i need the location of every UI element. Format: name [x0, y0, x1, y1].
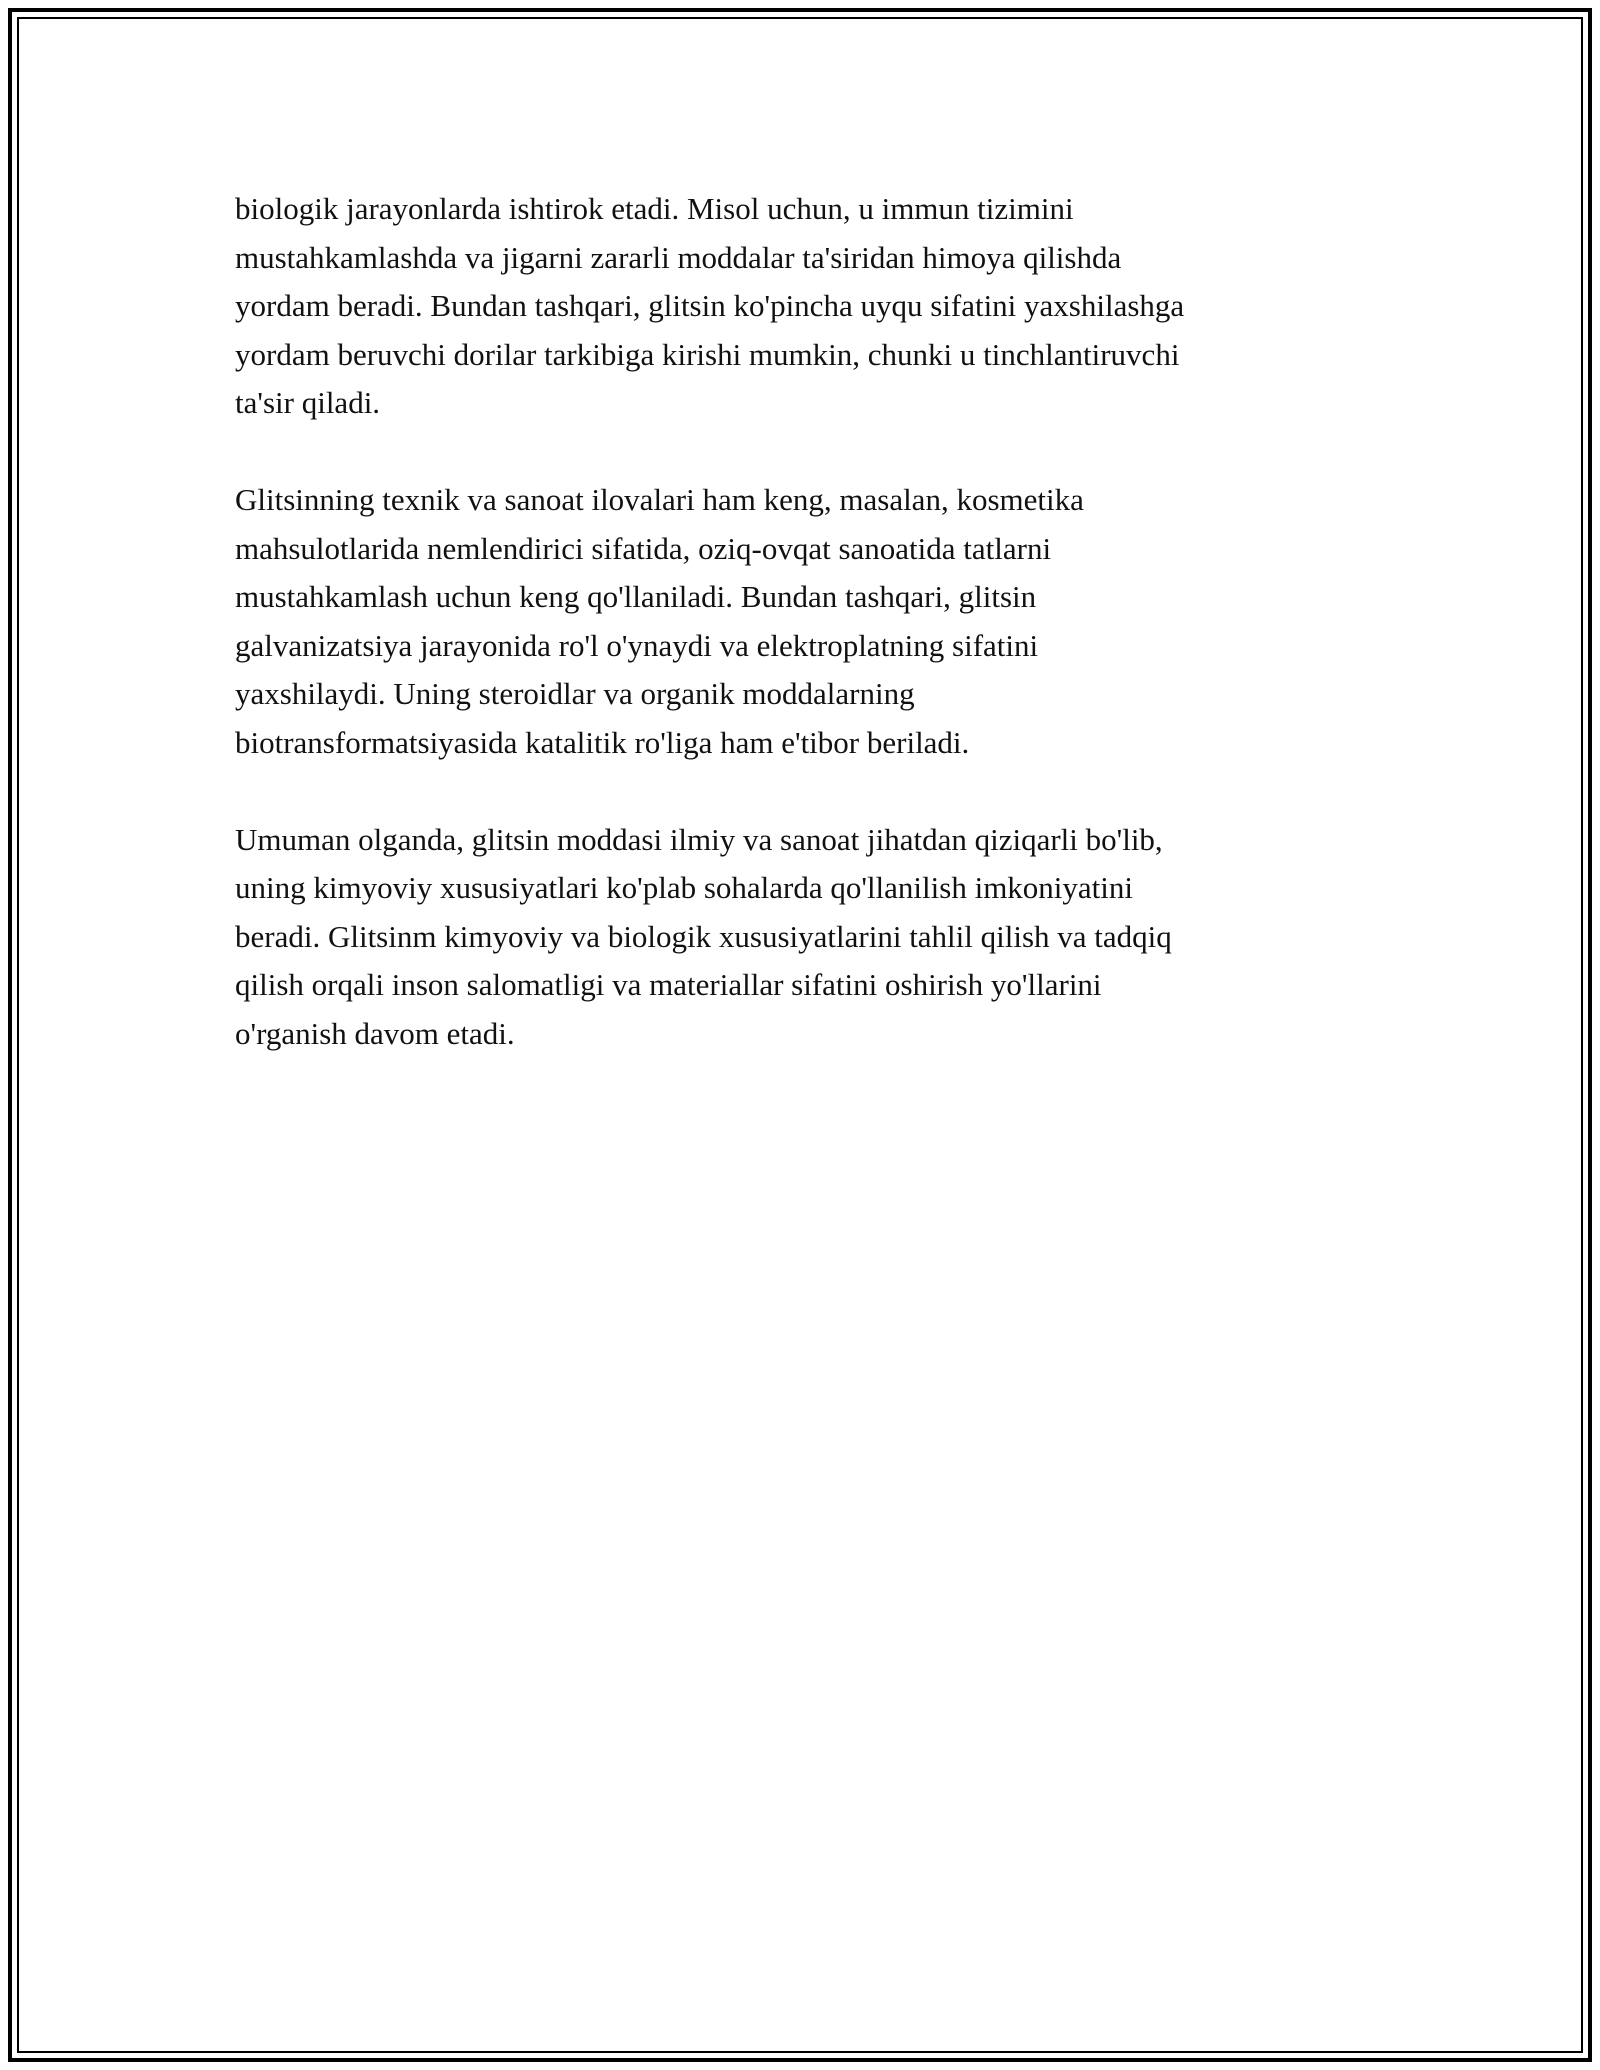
text-line: biotransformatsiyasida katalitik ro'liga ham e'tibor beriladi.: [235, 724, 970, 760]
text-line: biologik jarayonlarda ishtirok etadi. Misol uchun, u immun tizimini: [235, 191, 1074, 226]
text-line: Glitsinning texnik va sanoat ilovalari ham keng, masalan, kosmetika: [235, 482, 1084, 517]
document-body: [235, 185, 1375, 1107]
text-line: Umuman olganda, glitsin moddasi ilmiy va sanoat jihatdan qiziqarli bo'lib,: [235, 821, 1163, 857]
text-line: beradi. Glitsinm kimyoviy va biologik xususiyatlarini tahlil qilish va tadqiq: [235, 918, 1172, 954]
text-line: yordam beradi. Bundan tashqari, glitsin ko'pincha uyqu sifatini yaxshilashga: [235, 288, 1185, 323]
text-line: ta'sir qiladi.: [235, 385, 381, 420]
text-line: uning kimyoviy xususiyatlari ko'plab sohalarda qo'llanilish imkoniyatini: [235, 870, 1134, 905]
paragraph-2: [235, 476, 1375, 767]
paragraph-1: [235, 185, 1375, 428]
text-line: galvanizatsiya jarayonida ro'l o'ynaydi va elektroplatning sifatini: [235, 627, 1039, 663]
text-line: mustahkamlash uchun keng qo'llaniladi. Bundan tashqari, glitsin: [235, 579, 1037, 614]
text-line: mahsulotlarida nemlendirici sifatida, oziq-ovqat sanoatida tatlarni: [235, 530, 1052, 566]
text-line: yordam beruvchi dorilar tarkibiga kirishi mumkin, chunki u tinchlantiruvchi: [235, 336, 1180, 372]
text-line: mustahkamlashda va jigarni zararli moddalar ta'siridan himoya qilishda: [235, 239, 1122, 275]
text-line: qilish orqali inson salomatligi va materiallar sifatini oshirish yo'llarini: [235, 967, 1102, 1002]
paragraph-3: [235, 816, 1375, 1059]
text-line: yaxshilaydi. Uning steroidlar va organik moddalarning: [235, 676, 915, 711]
text-line: o'rganish davom etadi.: [235, 1015, 515, 1051]
